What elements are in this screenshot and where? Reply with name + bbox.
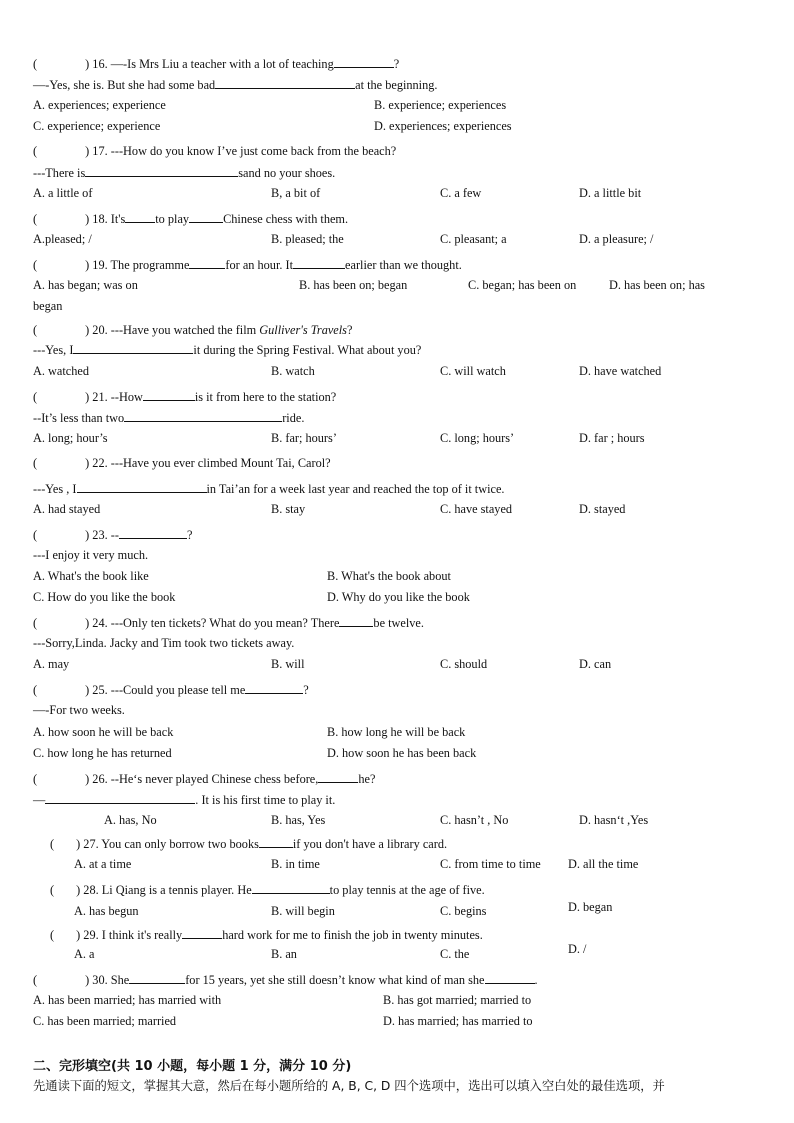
- option-b[interactable]: B. has got married; married to: [383, 993, 532, 1007]
- option-b[interactable]: B. has, Yes: [271, 813, 326, 827]
- question-number: 23.: [92, 528, 108, 542]
- answer-paren-close: ): [76, 928, 81, 942]
- fill-blank: [293, 256, 345, 269]
- question-27: [50, 835, 447, 852]
- question-26: [33, 770, 375, 787]
- answer-paren-open: (: [33, 144, 38, 158]
- question-text: She: [110, 973, 130, 987]
- question-text: ---How do you know I’ve just come back from the beach?: [110, 144, 397, 158]
- answer-paren-open: (: [33, 212, 38, 226]
- option-d[interactable]: D. a little bit: [579, 186, 642, 200]
- option-d[interactable]: D. /: [568, 942, 587, 956]
- option-c[interactable]: C. from time to time: [440, 857, 541, 871]
- question-22: [33, 455, 331, 471]
- answer-paren-open: (: [33, 390, 38, 404]
- answer-paren-close: ): [85, 390, 90, 404]
- response-text: —-Yes, she is. But she had some bad: [33, 78, 216, 92]
- response-text: sand no your shoes.: [238, 166, 336, 180]
- question-29: [50, 926, 483, 943]
- fill-blank: [77, 480, 207, 493]
- option-c[interactable]: C. began; has been on: [468, 278, 577, 292]
- question-25: [33, 681, 309, 698]
- fill-blank: [245, 681, 303, 694]
- question-text: ?: [186, 528, 193, 542]
- section-instruction: 先通读下面的短文，掌握其大意，然后在每小题所给的 A, B, C, D 四个选项中，选出可以填入空白处的最佳选项，并: [33, 1079, 665, 1093]
- question-text: ---Could you please tell me: [110, 683, 246, 697]
- response-text: in Tai’an for a week last year and reached the top of it twice.: [206, 482, 505, 496]
- film-title: Gulliver's Travels: [259, 323, 347, 337]
- response-text: --It’s less than two: [33, 411, 125, 425]
- fill-blank: [189, 256, 225, 269]
- question-text: to play: [155, 212, 190, 226]
- option-b[interactable]: B. stay: [271, 502, 306, 516]
- fill-blank: [259, 835, 293, 848]
- response-text: ride.: [282, 411, 305, 425]
- question-text: if you don't have a library card.: [292, 837, 448, 851]
- fill-blank: [215, 76, 355, 89]
- question-21: [33, 388, 336, 405]
- fill-blank: [485, 971, 535, 984]
- option-a[interactable]: A. a little of: [33, 186, 93, 200]
- answer-paren-close: ): [85, 144, 90, 158]
- question-text: ---Only ten tickets? What do you mean? There: [110, 616, 340, 630]
- answer-paren-open: (: [50, 837, 55, 851]
- option-d[interactable]: D. experiences; experiences: [374, 119, 512, 133]
- option-d[interactable]: D. hasn‘t ,Yes: [579, 813, 649, 827]
- option-a[interactable]: A.pleased; /: [33, 232, 92, 246]
- question-text: ---Have you ever climbed Mount Tai, Carol?: [110, 456, 331, 470]
- question-text: --: [110, 528, 119, 542]
- option-b[interactable]: B. What's the book about: [327, 569, 451, 583]
- question-number: 25.: [92, 683, 108, 697]
- option-b[interactable]: B. will: [271, 657, 305, 671]
- option-a[interactable]: A. has, No: [104, 813, 157, 827]
- question-18: [33, 210, 348, 227]
- response-text: it during the Spring Festival. What about you?: [193, 343, 422, 357]
- question-text: for an hour. It: [225, 258, 294, 272]
- option-d[interactable]: D. a pleasure; /: [579, 232, 654, 246]
- option-c[interactable]: C. should: [440, 657, 488, 671]
- question-16: [33, 55, 399, 72]
- option-d[interactable]: D. began: [568, 900, 613, 914]
- question-text: The programme: [110, 258, 190, 272]
- option-b[interactable]: B. far; hours’: [271, 431, 337, 445]
- answer-paren-close: ): [85, 528, 90, 542]
- answer-paren-close: ): [85, 212, 90, 226]
- question-number: 26.: [92, 772, 108, 786]
- fill-blank: [45, 791, 195, 804]
- option-a[interactable]: A. experiences; experience: [33, 98, 166, 112]
- answer-paren-open: (: [33, 258, 38, 272]
- option-a[interactable]: A. has begun: [74, 904, 139, 918]
- option-c[interactable]: C. a few: [440, 186, 482, 200]
- question-text: be twelve.: [373, 616, 424, 630]
- question-text: I think it's really: [101, 928, 183, 942]
- answer-paren-close: ): [85, 616, 90, 630]
- response-text: ---Yes , I: [33, 482, 77, 496]
- option-c[interactable]: C. experience; experience: [33, 119, 161, 133]
- option-c[interactable]: C. has been married; married: [33, 1014, 177, 1028]
- question-text: Li Qiang is a tennis player. He: [101, 883, 252, 897]
- question-text: You can only borrow two books: [101, 837, 259, 851]
- option-c[interactable]: C. pleasant; a: [440, 232, 507, 246]
- option-b[interactable]: B. an: [271, 947, 297, 961]
- option-d[interactable]: D. how soon he has been back: [327, 746, 477, 760]
- question-21-response: [33, 409, 304, 426]
- option-a[interactable]: A. may: [33, 657, 70, 671]
- question-text: ?: [303, 683, 309, 697]
- section-heading: 二、完形填空(共 10 小题，每小题 1 分，满分 10 分): [33, 1059, 352, 1074]
- question-text: --He‘s never played Chinese chess before,: [110, 772, 319, 786]
- question-text: hard work for me to finish the job in twenty minutes.: [222, 928, 483, 942]
- option-a[interactable]: A. What's the book like: [33, 569, 149, 583]
- question-19: [33, 256, 462, 273]
- answer-paren-open: (: [33, 57, 38, 71]
- answer-paren-close: ): [85, 683, 90, 697]
- fill-blank: [125, 210, 155, 223]
- option-b[interactable]: B. in time: [271, 857, 320, 871]
- question-text: ?: [393, 57, 400, 71]
- option-c[interactable]: C. how long he has returned: [33, 746, 172, 760]
- option-c[interactable]: C. How do you like the book: [33, 590, 176, 604]
- question-20-response: [33, 341, 421, 358]
- question-number: 21.: [92, 390, 108, 404]
- answer-paren-open: (: [33, 528, 38, 542]
- answer-paren-close: ): [85, 57, 90, 71]
- question-text: Chinese chess with them.: [223, 212, 349, 226]
- question-number: 29.: [83, 928, 99, 942]
- response-text: —: [33, 793, 46, 807]
- fill-blank: [318, 770, 358, 783]
- question-text: for 15 years, yet she still doesn’t know what kind of man she: [185, 973, 485, 987]
- question-text: —-Is Mrs Liu a teacher with a lot of teaching: [110, 57, 334, 71]
- response-text: . It is his first time to play it.: [195, 793, 336, 807]
- answer-paren-close: ): [76, 883, 81, 897]
- fill-blank: [124, 409, 282, 422]
- question-text: ?: [346, 323, 353, 337]
- question-16-response: [33, 76, 437, 93]
- option-a[interactable]: A. watched: [33, 364, 89, 378]
- question-28: [50, 881, 485, 898]
- option-c[interactable]: C. begins: [440, 904, 487, 918]
- option-b[interactable]: B. watch: [271, 364, 315, 378]
- question-text: .: [534, 973, 538, 987]
- option-c[interactable]: C. long; hours’: [440, 431, 515, 445]
- question-number: 22.: [92, 456, 108, 470]
- fill-blank: [119, 526, 187, 539]
- answer-paren-close: ): [76, 837, 81, 851]
- option-b[interactable]: B. experience; experiences: [374, 98, 507, 112]
- question-17: [33, 143, 396, 159]
- answer-paren-open: (: [33, 973, 38, 987]
- fill-blank: [85, 164, 238, 177]
- response-text: ---Yes, I: [33, 343, 74, 357]
- option-b[interactable]: B. how long he will be back: [327, 725, 466, 739]
- option-a[interactable]: A. long; hour’s: [33, 431, 108, 445]
- response-text: ---There is: [33, 166, 86, 180]
- option-d[interactable]: D. can: [579, 657, 612, 671]
- question-text: It's: [110, 212, 126, 226]
- option-d[interactable]: D. far ; hours: [579, 431, 645, 445]
- answer-paren-open: (: [33, 616, 38, 630]
- question-number: 18.: [92, 212, 108, 226]
- question-number: 16.: [92, 57, 108, 71]
- answer-paren-open: (: [33, 772, 38, 786]
- answer-paren-close: ): [85, 258, 90, 272]
- option-c[interactable]: C. the: [440, 947, 470, 961]
- question-23: [33, 526, 192, 543]
- question-number: 28.: [83, 883, 99, 897]
- option-a[interactable]: A. how soon he will be back: [33, 725, 174, 739]
- option-b[interactable]: B. has been on; began: [299, 278, 408, 292]
- option-a[interactable]: A. at a time: [74, 857, 132, 871]
- question-text: he?: [358, 772, 376, 786]
- question-30: [33, 971, 538, 988]
- question-17-response: [33, 164, 335, 181]
- option-d[interactable]: D. all the time: [568, 857, 639, 871]
- answer-paren-close: ): [85, 323, 90, 337]
- question-26-response: [33, 791, 335, 808]
- question-22-response: [33, 480, 505, 497]
- question-20: [33, 322, 352, 338]
- response-text: at the beginning.: [355, 78, 438, 92]
- option-a[interactable]: A. a: [74, 947, 95, 961]
- answer-paren-open: (: [50, 928, 55, 942]
- option-d[interactable]: D. stayed: [579, 502, 626, 516]
- option-c[interactable]: C. have stayed: [440, 502, 513, 516]
- fill-blank: [189, 210, 223, 223]
- option-a[interactable]: A. had stayed: [33, 502, 101, 516]
- question-number: 27.: [83, 837, 99, 851]
- question-text: --How: [110, 390, 143, 404]
- question-text: earlier than we thought.: [345, 258, 462, 272]
- fill-blank: [339, 614, 373, 627]
- answer-paren-open: (: [33, 683, 38, 697]
- option-d[interactable]: D. Why do you like the book: [327, 590, 470, 604]
- fill-blank: [73, 341, 193, 354]
- question-text: is it from here to the station?: [194, 390, 337, 404]
- question-number: 30.: [92, 973, 108, 987]
- question-23-response: ---I enjoy it very much.: [33, 548, 149, 562]
- question-text: ---Have you watched the film: [110, 323, 260, 337]
- option-b[interactable]: B, a bit of: [271, 186, 321, 200]
- fill-blank: [252, 881, 330, 894]
- answer-paren-close: ): [85, 456, 90, 470]
- question-number: 24.: [92, 616, 108, 630]
- option-a[interactable]: A. has began; was on: [33, 278, 138, 292]
- option-c[interactable]: C. hasn’t , No: [440, 813, 509, 827]
- answer-paren-close: ): [85, 973, 90, 987]
- question-number: 20.: [92, 323, 108, 337]
- option-d-continued: began: [33, 299, 63, 313]
- question-number: 17.: [92, 144, 108, 158]
- question-number: 19.: [92, 258, 108, 272]
- option-a[interactable]: A. has been married; has married with: [33, 993, 222, 1007]
- option-c[interactable]: C. will watch: [440, 364, 506, 378]
- option-d[interactable]: D. has married; has married to: [383, 1014, 533, 1028]
- option-d[interactable]: D. has been on; has: [609, 278, 705, 292]
- fill-blank: [143, 388, 195, 401]
- fill-blank: [129, 971, 185, 984]
- answer-paren-close: ): [85, 772, 90, 786]
- option-b[interactable]: B. will begin: [271, 904, 335, 918]
- fill-blank: [182, 926, 222, 939]
- fill-blank: [334, 55, 394, 68]
- question-25-response: —-For two weeks.: [33, 703, 125, 717]
- question-text: to play tennis at the age of five.: [329, 883, 485, 897]
- answer-paren-open: (: [33, 323, 38, 337]
- option-b[interactable]: B. pleased; the: [271, 232, 344, 246]
- answer-paren-open: (: [50, 883, 55, 897]
- option-d[interactable]: D. have watched: [579, 364, 662, 378]
- question-24-response: ---Sorry,Linda. Jacky and Tim took two tickets away.: [33, 636, 295, 650]
- question-24: [33, 614, 424, 631]
- answer-paren-open: (: [33, 456, 38, 470]
